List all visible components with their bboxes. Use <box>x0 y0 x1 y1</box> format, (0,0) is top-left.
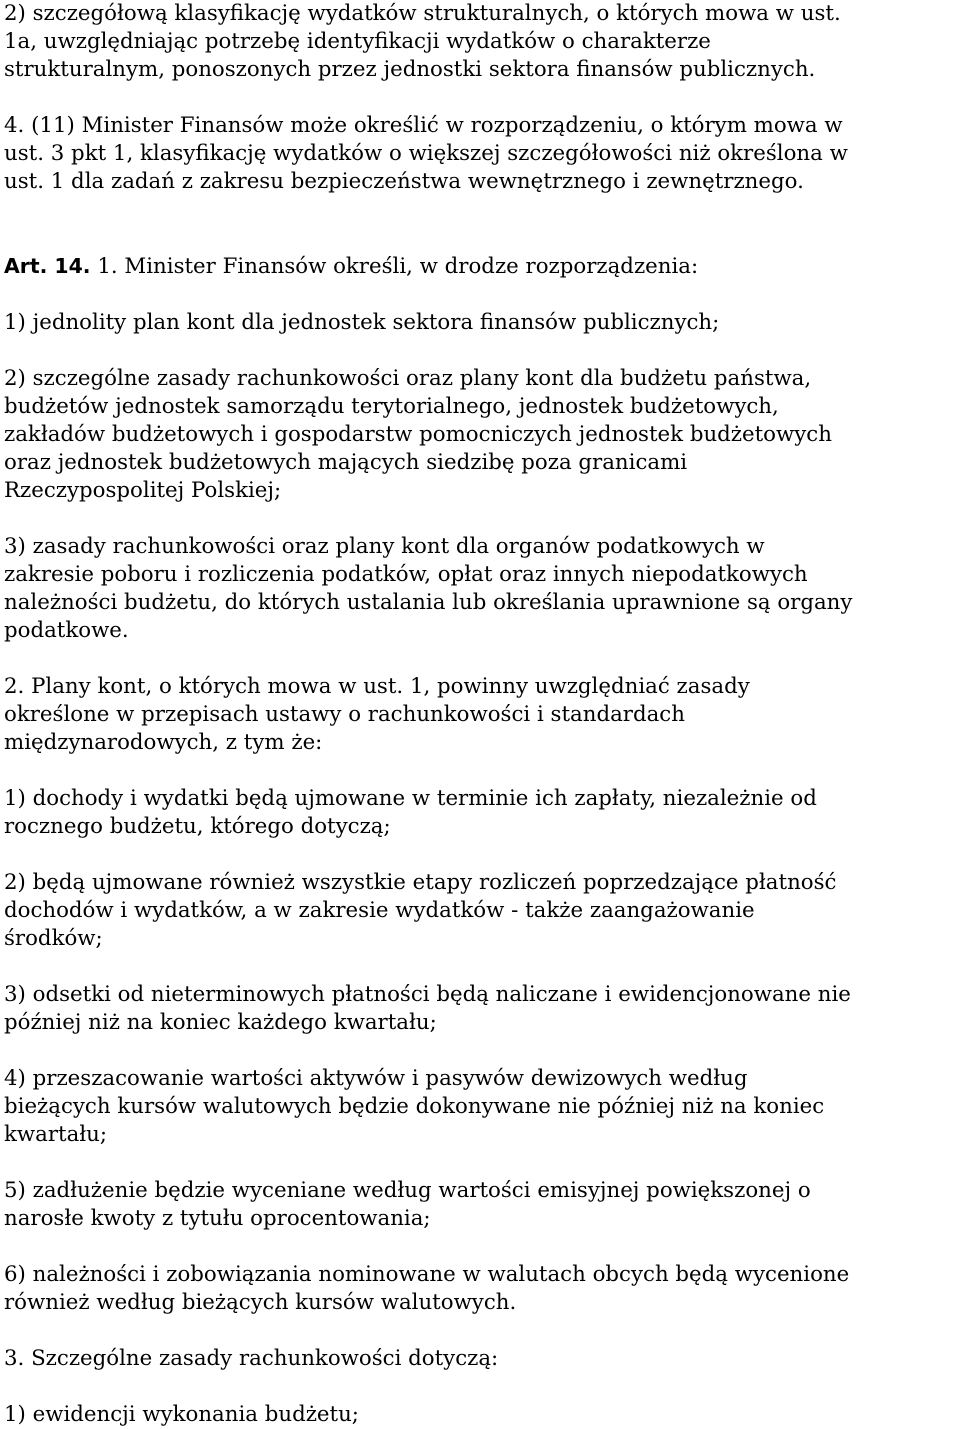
text-line: rocznego budżetu, którego dotyczą; <box>4 814 391 839</box>
paragraph-section-3 <box>4 1345 960 1373</box>
text-line: ust. 1 dla zadań z zakresu bezpieczeństwa wewnętrznego i zewnętrznego. <box>4 169 804 194</box>
text-line: zakresie poboru i rozliczenia podatków, opłat oraz innych niepodatkowych <box>4 562 808 587</box>
text-line: 1) dochody i wydatki będą ujmowane w terminie ich zapłaty, niezależnie od <box>4 786 817 811</box>
text-line: 2) szczególne zasady rachunkowości oraz plany kont dla budżetu państwa, <box>4 366 812 391</box>
text-line: 1) ewidencji wykonania budżetu; <box>4 1402 359 1427</box>
document-page <box>4 0 960 1429</box>
section2-item-2 <box>4 869 960 953</box>
section2-item-3 <box>4 981 960 1037</box>
text-line: ust. 3 pkt 1, klasyfikację wydatków o większej szczegółowości niż określona w <box>4 141 848 166</box>
paragraph-structural-classification <box>4 0 960 84</box>
text-line: później niż na koniec każdego kwartału; <box>4 1010 437 1035</box>
article-intro-text: 1. Minister Finansów określi, w drodze rozporządzenia: <box>90 254 699 279</box>
text-line: 3) zasady rachunkowości oraz plany kont dla organów podatkowych w <box>4 534 765 559</box>
paragraph-section-2 <box>4 673 960 757</box>
text-line: budżetów jednostek samorządu terytorialnego, jednostek budżetowych, <box>4 394 779 419</box>
article-14-intro <box>4 252 960 281</box>
text-line: środków; <box>4 926 103 951</box>
text-line: zakładów budżetowych i gospodarstw pomocniczych jednostek budżetowych <box>4 422 832 447</box>
text-line: kwartału; <box>4 1122 108 1147</box>
section3-item-1 <box>4 1401 960 1429</box>
text-line: 3) odsetki od nieterminowych płatności będą naliczane i ewidencjonowane nie <box>4 982 851 1007</box>
section2-item-1 <box>4 785 960 841</box>
text-line: 1a, uwzględniając potrzebę identyfikacji wydatków o charakterze <box>4 29 711 54</box>
text-line: 2) szczegółową klasyfikację wydatków strukturalnych, o których mowa w ust. <box>4 1 841 26</box>
text-line: 6) należności i zobowiązania nominowane w walutach obcych będą wycenione <box>4 1262 850 1287</box>
section2-item-6 <box>4 1261 960 1317</box>
text-line: 2. Plany kont, o których mowa w ust. 1, powinny uwzględniać zasady <box>4 674 750 699</box>
text-line: 3. Szczególne zasady rachunkowości dotyczą: <box>4 1346 499 1371</box>
text-line: podatkowe. <box>4 618 129 643</box>
text-line: określone w przepisach ustawy o rachunkowości i standardach <box>4 702 685 727</box>
article-heading: Art. 14. <box>4 254 91 278</box>
section2-item-4 <box>4 1065 960 1149</box>
paragraph-section-4 <box>4 112 960 196</box>
text-line: 4) przeszacowanie wartości aktywów i pasywów dewizowych według <box>4 1066 748 1091</box>
text-line: 5) zadłużenie będzie wyceniane według wartości emisyjnej powiększonej o <box>4 1178 811 1203</box>
text-line: 4. (11) Minister Finansów może określić w rozporządzeniu, o którym mowa w <box>4 113 843 138</box>
text-line: również według bieżących kursów walutowych. <box>4 1290 517 1315</box>
text-line: międzynarodowych, z tym że: <box>4 730 323 755</box>
text-line: 2) będą ujmowane również wszystkie etapy rozliczeń poprzedzające płatność <box>4 870 837 895</box>
text-line: bieżących kursów walutowych będzie dokonywane nie później niż na koniec <box>4 1094 825 1119</box>
text-line: oraz jednostek budżetowych mających siedzibę poza granicami <box>4 450 688 475</box>
text-line: dochodów i wydatków, a w zakresie wydatków - także zaangażowanie <box>4 898 755 923</box>
text-line: narosłe kwoty z tytułu oprocentowania; <box>4 1206 431 1231</box>
art14-item-3 <box>4 533 960 645</box>
art14-item-2 <box>4 365 960 505</box>
text-line: strukturalnym, ponoszonych przez jednostki sektora finansów publicznych. <box>4 57 816 82</box>
text-line: 1) jednolity plan kont dla jednostek sektora finansów publicznych; <box>4 310 720 335</box>
art14-item-1 <box>4 309 960 337</box>
text-line: Rzeczypospolitej Polskiej; <box>4 478 282 503</box>
section2-item-5 <box>4 1177 960 1233</box>
text-line: należności budżetu, do których ustalania lub określania uprawnione są organy <box>4 590 853 615</box>
